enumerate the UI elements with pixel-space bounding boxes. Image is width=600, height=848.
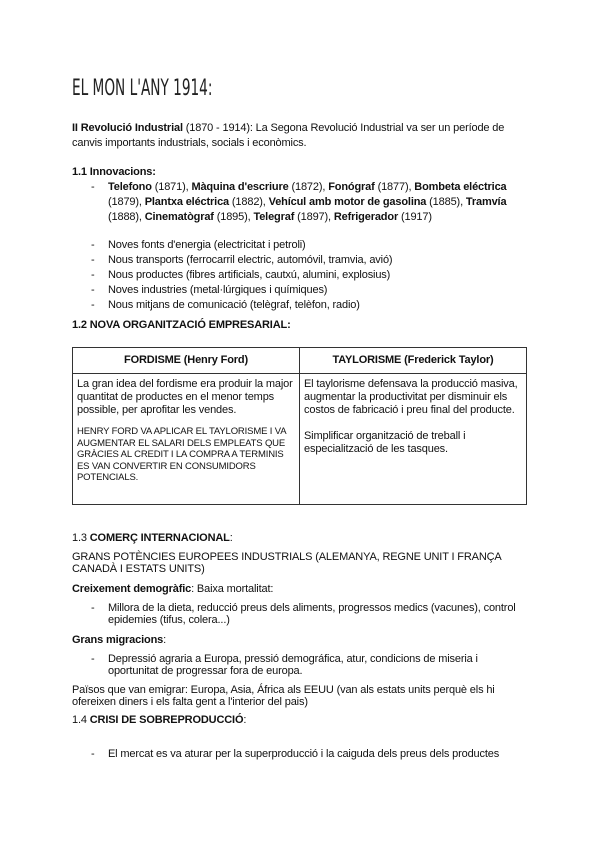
intro-paragraph — [72, 121, 528, 151]
page-title: EL MON L'ANY 1914: — [72, 76, 213, 101]
migrations-heading — [72, 633, 528, 648]
list-item — [72, 283, 528, 298]
organization-table — [72, 347, 527, 505]
innovation-year: (1897), — [294, 211, 334, 223]
section-number: 1.3 — [72, 532, 90, 544]
innovation-year: (1872), — [288, 181, 329, 193]
list-item-text: Nous productes (fibres artificials, cautxú, alumini, explosius) — [108, 269, 391, 281]
fordisme-caps-text: HENRY FORD VA APLICAR EL TAYLORISME I VA AUGMENTAR EL SALARI DELS EMPLEATS QUE GRÀCIES AL CREDIT I LA COMPRA A TERMINIS ES VAN CONVERTIR EN CONSUMIDORS POTENCIALS. — [77, 426, 286, 483]
list-item — [72, 253, 528, 268]
list-item — [72, 747, 528, 762]
section-1-2-heading: 1.2 NOVA ORGANITZACIÓ EMPRESARIAL: — [72, 319, 291, 331]
list-item — [72, 653, 528, 677]
innovation-year: (1888), — [108, 211, 145, 223]
bullet-dash: - — [91, 653, 95, 665]
intro-bold: II Revolució Industrial — [72, 122, 183, 134]
bullet-dash: - — [91, 602, 95, 614]
innovation-year: (1877), — [374, 181, 415, 193]
taylorisme-text: El taylorisme defensava la producció masiva, augmentar la productivitat per disminuir els costos de fabricació i preu final del producte. — [304, 378, 518, 416]
migrations-bold: Grans migracions — [72, 634, 164, 646]
innovation-name: Refrigerador — [333, 211, 399, 223]
demographic-text: : Baixa mortalitat: — [191, 583, 274, 595]
table-header-fordisme: FORDISME (Henry Ford) — [73, 348, 300, 374]
list-item — [72, 602, 528, 626]
bullet-dash: - — [91, 748, 95, 760]
bullet-dash: - — [91, 254, 95, 266]
list-item — [72, 298, 528, 313]
innovation-name: Vehícul amb motor de gasolina — [268, 196, 427, 208]
colon: : — [229, 532, 233, 544]
powers-text: GRANS POTÈNCIES EUROPEES INDUSTRIALS (ALEMANYA, REGNE UNIT I FRANÇA CANADÀ I ESTATS UNITS) — [72, 551, 502, 575]
list-item-text: Noves industries (metal·lúrgiques i químiques) — [108, 284, 328, 296]
countries-text: Països que van emigrar: Europa, Asia, África als EEUU (van als estats units perquè els hi ofereixen diners i els falta gent a l'interior del pais) — [72, 684, 495, 708]
innovation-year: (1895), — [213, 211, 254, 223]
innovation-year: (1882), — [229, 196, 269, 208]
bullet-dash: - — [91, 284, 95, 296]
list-item-text: Nous mitjans de comunicació (telègraf, telèfon, radio) — [108, 299, 360, 311]
innovation-name: Fonógraf — [328, 181, 375, 193]
section-number: 1.4 — [72, 714, 90, 726]
list-item-text: Noves fonts d'energia (electricitat i petroli) — [108, 239, 306, 251]
demographic-bold: Creixement demogràfic — [72, 583, 192, 595]
table-header-taylorisme: TAYLORISME (Frederick Taylor) — [300, 348, 527, 374]
list-item-text: Nous transports (ferrocarril electric, automóvil, tramvia, avió) — [108, 254, 393, 266]
list-item — [72, 268, 528, 283]
innovations-text — [108, 181, 507, 223]
list-item — [72, 238, 528, 253]
innovation-name: Bombeta eléctrica — [414, 181, 507, 193]
colon: : — [243, 714, 247, 726]
innovation-year: (1885), — [426, 196, 466, 208]
innovation-year: (1917) — [398, 211, 432, 223]
list-item-text: Depressió agraria a Europa, pressió demográfica, atur, condicions de miseria i oportunitat de progressar fora de europa. — [108, 653, 478, 677]
innovation-name: Màquina d'escriure — [191, 181, 289, 193]
innovation-name: Telegraf — [253, 211, 295, 223]
innovation-year: (1879), — [108, 196, 145, 208]
taylorisme-cell — [300, 374, 527, 505]
section-1-1-heading: 1.1 Innovacions: — [72, 166, 156, 178]
section-1-3-heading — [72, 531, 528, 546]
innovation-year: (1871), — [151, 181, 192, 193]
bullet-dash: - — [91, 181, 95, 193]
bullet-dash: - — [91, 239, 95, 251]
innovation-name: Telefono — [108, 181, 152, 193]
innovations-categories-list — [72, 238, 528, 313]
section-1-4-heading — [72, 713, 528, 728]
innovation-name: Tramvía — [465, 196, 507, 208]
colon: : — [163, 634, 167, 646]
innovation-name: Plantxa eléctrica — [144, 196, 229, 208]
fordisme-cell — [73, 374, 300, 505]
bullet-dash: - — [91, 299, 95, 311]
taylorisme-text-2: Simplificar organització de treball i especialització de les tasques. — [304, 430, 466, 455]
fordisme-text: La gran idea del fordisme era produir la major quantitat de productes en el menor temps possible, per aprofitar les vendes. — [77, 378, 293, 416]
section-title: COMERÇ INTERNACIONAL — [89, 532, 230, 544]
demographic-line — [72, 582, 528, 597]
section-title: CRISI DE SOBREPRODUCCIÓ — [89, 714, 244, 726]
list-item-text: El mercat es va aturar per la superproducció i la caiguda dels preus dels productes — [108, 748, 500, 760]
list-item-text: Millora de la dieta, reducció preus dels aliments, progressos medics (vacunes), control epidemies (tifus, colera...) — [108, 602, 516, 626]
innovations-list-item — [72, 180, 528, 225]
bullet-dash: - — [91, 269, 95, 281]
innovation-name: Cinematògraf — [144, 211, 214, 223]
intro-text: (1870 - 1914): La Segona Revolució Industrial va ser un període de canvis importants industrials, socials i econòmics. — [72, 122, 505, 149]
